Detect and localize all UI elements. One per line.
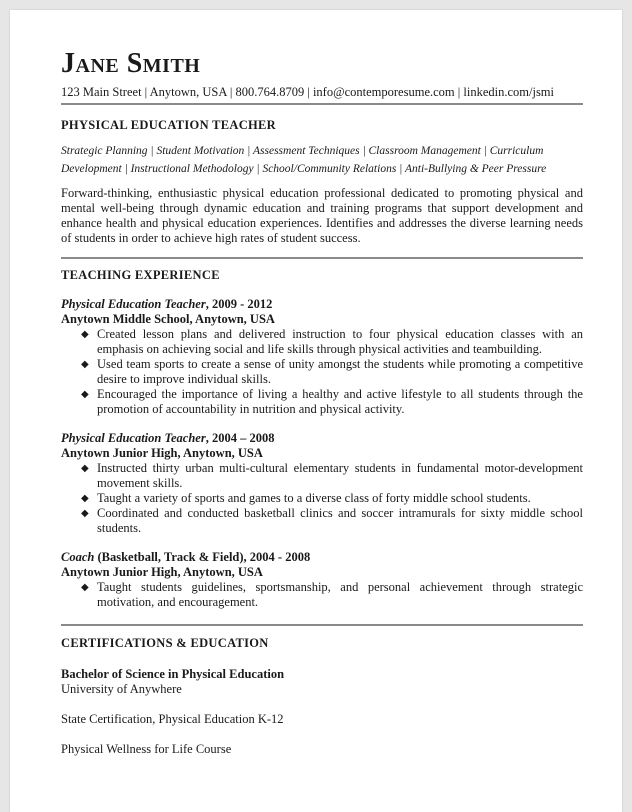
degree: Bachelor of Science in Physical Education xyxy=(61,667,285,681)
experience-divider xyxy=(61,257,583,259)
job-title-line xyxy=(61,431,583,446)
job-dates: , 2009 - 2012 xyxy=(205,297,273,311)
job-bullets xyxy=(61,461,583,536)
job-bullet xyxy=(61,327,583,357)
job-organization: Anytown Junior High, Anytown, USA xyxy=(61,446,263,460)
contact-line: 123 Main Street | Anytown, USA | 800.764.8709 | info@contemporesume.com | linkedin.com/jsmi xyxy=(61,85,555,99)
resume-content xyxy=(61,48,583,757)
bullet-text: Created lesson plans and delivered instruction to four physical education classes with an emphasis on achieving social and life skills through physical activities and teambuilding. xyxy=(97,327,583,356)
course: Physical Wellness for Life Course xyxy=(61,742,232,756)
bullet-text: Taught students guidelines, sportsmanship, and personal achievement through strategic motivation, and encouragement. xyxy=(97,580,583,609)
job-bullet xyxy=(61,461,583,491)
profile-title: PHYSICAL EDUCATION TEACHER xyxy=(61,118,277,132)
experience-title: TEACHING EXPERIENCE xyxy=(61,268,220,282)
professional-summary: Forward-thinking, enthusiastic physical education professional dedicated to promoting physical and mental well-being through dynamic education and training programs that support development and enhance health and physical education experiences. Identifies and addresses the diverse learning needs of students in order to achieve high rates of student success. xyxy=(61,186,583,245)
job-role: Coach xyxy=(61,550,95,564)
job-bullet xyxy=(61,491,583,506)
job-organization: Anytown Junior High, Anytown, USA xyxy=(61,565,263,579)
job-bullet xyxy=(61,580,583,610)
job-bullets xyxy=(61,327,583,417)
school: University of Anywhere xyxy=(61,682,182,696)
bullet-text: Taught a variety of sports and games to a diverse class of forty middle school students. xyxy=(97,491,531,505)
header-divider xyxy=(61,103,583,105)
job-bullet xyxy=(61,506,583,536)
job-bullet xyxy=(61,357,583,387)
job-bullets xyxy=(61,580,583,610)
education-divider xyxy=(61,624,583,626)
job-entry xyxy=(61,550,583,610)
diamond-bullet-icon: ◆ xyxy=(81,508,89,519)
diamond-bullet-icon: ◆ xyxy=(81,389,89,400)
resume-page xyxy=(10,10,622,812)
job-title-line xyxy=(61,550,583,565)
bullet-text: Coordinated and conducted basketball clinics and soccer intramurals for sixty middle school students. xyxy=(97,506,583,535)
diamond-bullet-icon: ◆ xyxy=(81,329,89,340)
job-dates: , 2004 – 2008 xyxy=(205,431,275,445)
job-organization: Anytown Middle School, Anytown, USA xyxy=(61,312,275,326)
job-role: Physical Education Teacher xyxy=(61,297,206,311)
certification: State Certification, Physical Education K-12 xyxy=(61,712,284,726)
diamond-bullet-icon: ◆ xyxy=(81,359,89,370)
education-title: CERTIFICATIONS & EDUCATION xyxy=(61,636,269,650)
candidate-name: Jane Smith xyxy=(61,48,201,79)
diamond-bullet-icon: ◆ xyxy=(81,493,89,504)
diamond-bullet-icon: ◆ xyxy=(81,463,89,474)
job-role: Physical Education Teacher xyxy=(61,431,206,445)
job-entry xyxy=(61,297,583,417)
job-entry xyxy=(61,431,583,536)
skills-keywords: Strategic Planning | Student Motivation | Assessment Techniques | Classroom Management | Curriculum Development | Instructional Methodology | School/Community Relations | Anti-Bullying & Peer Pressure xyxy=(61,145,547,175)
bullet-text: Instructed thirty urban multi-cultural elementary students in fundamental motor-development movement skills. xyxy=(97,461,583,490)
job-title-line xyxy=(61,297,583,312)
bullet-text: Encouraged the importance of living a healthy and active lifestyle to all students through the promotion of accountability in nutrition and physical activity. xyxy=(97,387,583,416)
job-bullet xyxy=(61,387,583,417)
bullet-text: Used team sports to create a sense of unity amongst the students while promoting a competitive desire to improve individual skills. xyxy=(97,357,583,386)
diamond-bullet-icon: ◆ xyxy=(81,582,89,593)
job-dates: (Basketball, Track & Field), 2004 - 2008 xyxy=(94,550,311,564)
